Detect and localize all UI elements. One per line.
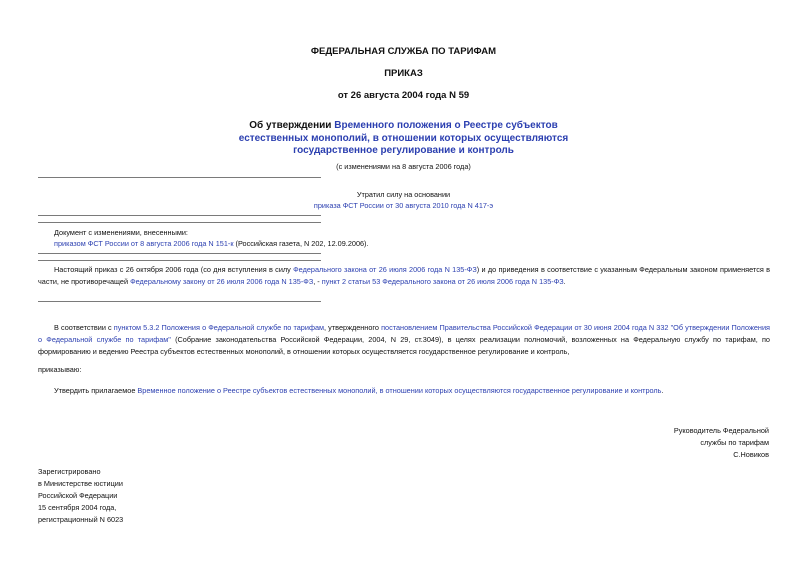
applicability-text-1: Настоящий приказ с 26 октября 2006 года (со дня вступления в силу [54, 265, 294, 274]
applicability-law-link-3[interactable]: пункт 2 статьи 53 Федерального закона от 26 июля 2006 года N 135-ФЗ [321, 277, 564, 286]
applicability-text-2: ) и до приведения в соответствие с указанным Федеральным законом применяется в части, не противоречащей [38, 265, 770, 286]
applicability-text-3: , - [313, 277, 322, 286]
agency-heading: ФЕДЕРАЛЬНАЯ СЛУЖБА ПО ТАРИФАМ [310, 46, 497, 57]
registration-block [38, 466, 123, 526]
basis-text-3: (Собрание законодательства Российской Федерации, 2004, N 29, ст.3049), в целях реализации полномочий, возложенных на Федеральную службу по тарифам, по формированию и ведению Реестра субъектов естественных монополий, в отношении которых осуществляется государственное регулирование и контроль, [38, 335, 770, 356]
basis-paragraph [38, 322, 770, 358]
applicability-text-4: . [563, 277, 566, 286]
applicability-law-link-2[interactable]: Федеральному закону от 26 июля 2006 года N 135-ФЗ [130, 277, 314, 286]
approve-text-1: Утвердить прилагаемое [54, 386, 138, 395]
title-link-line3[interactable]: государственное регулирование и контроль [293, 145, 514, 156]
approve-paragraph [54, 385, 770, 397]
divider [38, 222, 321, 223]
doc-date-heading: от 26 августа 2004 года N 59 [337, 90, 470, 101]
registration-line-3: Российской Федерации [38, 491, 118, 500]
void-notice-link[interactable]: приказа ФСТ России от 30 августа 2010 года N 417-э [313, 201, 494, 210]
divider [38, 301, 321, 302]
amendments-note: (с изменениями на 8 августа 2006 года) [336, 162, 471, 171]
signature-block [674, 425, 769, 461]
applicability-law-link-1[interactable]: Федерального закона от 26 июля 2006 года N 135-ФЗ [293, 265, 477, 274]
signature-line-2: службы по тарифам [700, 438, 769, 447]
applicability-paragraph [38, 264, 770, 288]
approve-text-2: . [661, 386, 664, 395]
title-prefix: Об утверждении [249, 120, 335, 131]
signature-line-1: Руководитель Федеральной [673, 426, 769, 435]
title-link-line2[interactable]: естественных монополий, в отношении которых осуществляются [238, 132, 569, 144]
divider [38, 253, 321, 254]
registration-line-1: Зарегистрировано [38, 467, 101, 476]
registration-line-4: 15 сентября 2004 года, [38, 503, 117, 512]
approve-provision-link[interactable]: Временное положение о Реестре субъектов естественных монополий, в отношении которых осуществляются государственное регулирование и контроль [137, 386, 662, 395]
basis-decree-link[interactable]: постановлением Правительства Российской Федерации от 30 июня 2004 года N 332 "Об утверждении Положения о Федеральной службе по тарифам" [38, 323, 770, 344]
divider [38, 260, 321, 261]
doc-type-heading: ПРИКАЗ [384, 68, 423, 79]
changes-line [54, 238, 369, 250]
changes-order-link[interactable]: приказом ФСТ России от 8 августа 2006 года N 151-к [54, 239, 234, 248]
void-notice-text: Утратил силу на основании [356, 190, 451, 199]
order-word: приказываю: [38, 365, 82, 374]
basis-text-1: В соответствии с [54, 323, 114, 332]
basis-regulation-link[interactable]: пунктом 5.3.2 Положения о Федеральной службе по тарифам [113, 323, 325, 332]
changes-intro: Документ с изменениями, внесенными: [54, 228, 188, 237]
title-link-line1[interactable]: Временного положения о Реестре субъектов [334, 120, 558, 131]
document-title [0, 120, 807, 158]
changes-suffix: (Российская газета, N 202, 12.09.2006). [233, 239, 369, 248]
divider [38, 215, 321, 216]
signature-line-3: С.Новиков [733, 450, 769, 459]
registration-line-2: в Министерстве юстиции [38, 479, 123, 488]
basis-text-2: , утвержденного [324, 323, 382, 332]
divider [38, 177, 321, 178]
registration-line-5: регистрационный N 6023 [38, 515, 124, 524]
